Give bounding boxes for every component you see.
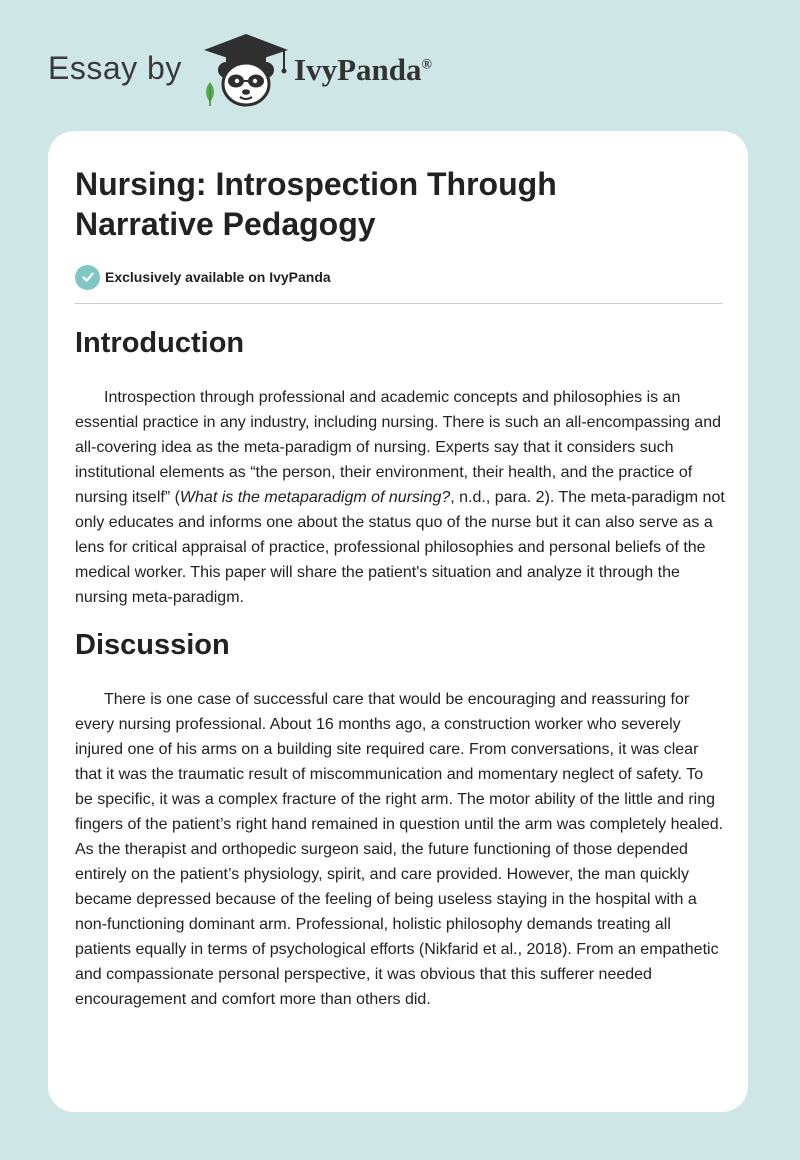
section-heading-discussion: Discussion — [75, 629, 230, 661]
exclusive-badge — [75, 264, 331, 290]
panda-graduate-icon[interactable] — [200, 30, 292, 110]
discussion-paragraph: There is one case of successful care that would be encouraging and reassuring for every nursing professional. About 16 months ago, a construction worker who severely injured one of his arms on a building site required care. From conversations, it was clear that it was the traumatic result of miscommunication and momentary neglect of safety. To be specific, it was a complex fracture of the right arm. The motor ability of the little and ring fingers of the patient’s right hand remained in question until the arm was completely healed. As the therapist and orthopedic surgeon said, the future functioning of those depended entirely on the patient’s physiology, spirit, and care provided. However, the man quickly became depressed because of the feeling of being useless staying in the hospital with a non-functioning dominant arm. Professional, holistic philosophy demands treating all patients equally in terms of psychological efforts (Nikfarid et al., 2018). From an empathetic and compassionate personal perspective, it was obvious that this sufferer needed encouragement and comfort more than others did. — [75, 691, 724, 1008]
brand-name[interactable]: IvyPanda® — [294, 52, 432, 87]
cited-source-title: What is the metaparadigm of nursing? — [179, 489, 451, 506]
check-circle-icon — [75, 265, 100, 290]
introduction-paragraph: Introspection through professional and academic concepts and philosophies is an essential practice in any industry, including nursing. There is such an all-encompassing and all-covering idea as the meta-paradigm of nursing. Experts say that it considers such institutional elements as “the person, their environment, their health, and the practice of nursing itself” (What is the metaparadigm of nursing?, n.d., para. 2). The meta-paradigm not only educates and informs one about the status quo of the nurse but it can also serve as a lens for critical appraisal of practice, professional philosophies and personal beliefs of the medical worker. This paper will share the patient's situation and analyze it through the nursing meta-paradigm. — [75, 389, 725, 606]
divider — [75, 303, 723, 304]
section-heading-introduction: Introduction — [75, 327, 245, 359]
badge-label: Exclusively available on IvyPanda — [105, 269, 331, 285]
site-header — [0, 0, 800, 130]
page-title: Nursing: Introspection Through Narrative Pedagogy — [75, 166, 557, 242]
essay-by-label: Essay by — [48, 50, 182, 86]
article-card — [48, 131, 748, 1112]
